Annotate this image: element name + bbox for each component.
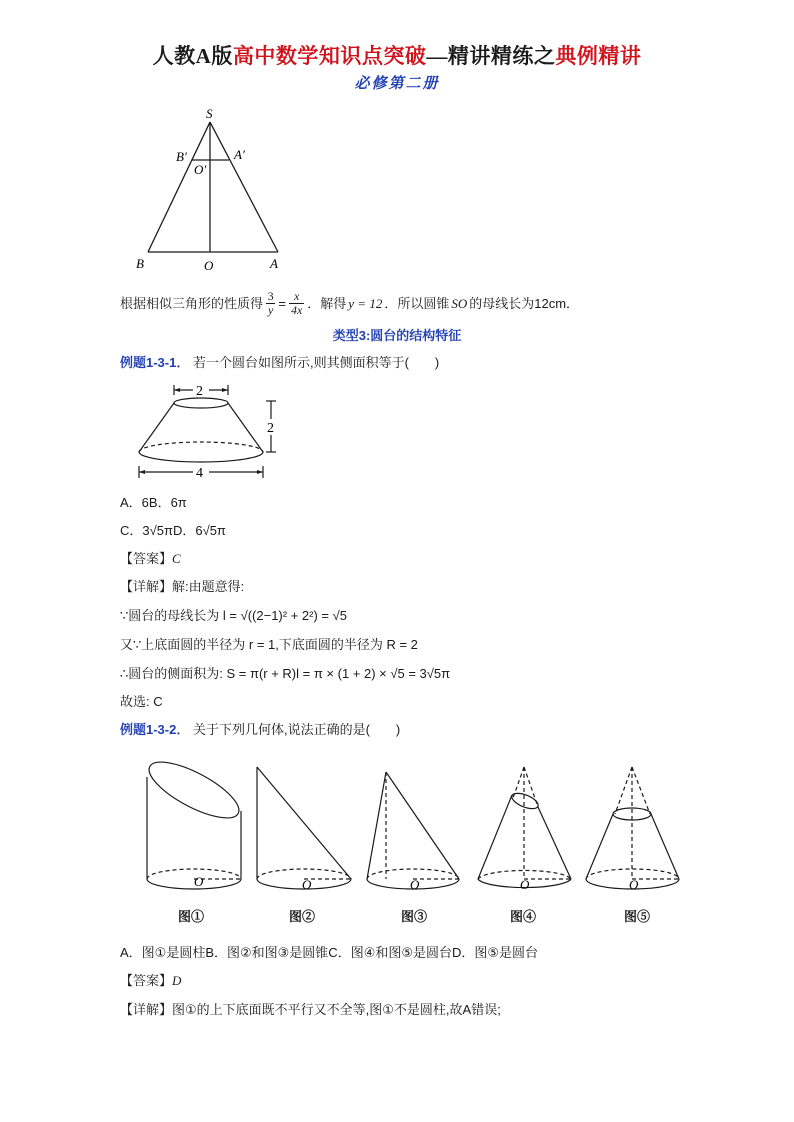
label-B-prime: B′ xyxy=(176,149,187,164)
dim-bottom-label: 4 xyxy=(196,466,203,481)
example-2-answer xyxy=(120,972,181,990)
frustum-figure xyxy=(130,380,290,486)
caption-figure-1: 图① xyxy=(178,909,205,924)
dim-arrow xyxy=(139,470,145,474)
label-B: B xyxy=(136,256,144,271)
example-1-text: 若一个圆台如图所示,则其侧面积等于( ) xyxy=(192,355,440,370)
example-2-question xyxy=(120,721,400,739)
title-highlight-1: 高中数学知识点突破 xyxy=(232,44,427,68)
solid-3-center-label: O xyxy=(410,877,420,892)
similar-triangle-solution xyxy=(120,290,579,317)
example-2-options: A．图①是圆柱B．图②和图③是圆锥C．图④和图⑤是圆台D．图⑤是圆台 xyxy=(120,945,539,960)
solid-1-cut-cylinder xyxy=(142,755,246,889)
solid-5-frustum xyxy=(586,767,679,889)
dim-top-label: 2 xyxy=(196,384,203,399)
page-title xyxy=(0,40,794,70)
example-1-detail xyxy=(120,578,244,596)
dim-arrow xyxy=(174,388,180,392)
triangle-right-edge xyxy=(210,122,278,252)
caption-figure-2: 图② xyxy=(289,909,316,924)
fraction-x-over-4x xyxy=(289,290,304,317)
frustum-left-side xyxy=(139,403,174,452)
fraction-numerator: 3 xyxy=(267,289,274,303)
title-highlight-2: 典例精讲 xyxy=(555,44,642,68)
title-prefix: 人教A版 xyxy=(152,44,233,68)
solid-3-cone xyxy=(367,772,459,889)
example-1-option-ab: A．6B．6π xyxy=(120,495,187,510)
label-A: A xyxy=(270,256,278,271)
answer-label: 【答案】 xyxy=(120,551,173,566)
example-1-step-3: ∴圆台的侧面积为: S = π(r + R)l = π × (1 + 2) × √5 = 3√5π xyxy=(120,666,451,681)
fraction-denominator: 4x xyxy=(290,303,303,317)
solid-4-oblique-cut-cone xyxy=(478,767,571,888)
title-middle: —精讲精练之 xyxy=(426,44,556,68)
solution-math-y: y = 12 xyxy=(348,295,383,311)
fraction-numerator: x xyxy=(293,289,300,303)
answer-value: C xyxy=(172,551,181,566)
solid-4-center-label: O xyxy=(520,877,530,892)
label-O: O xyxy=(204,258,214,273)
answer-label: 【答案】 xyxy=(120,973,173,988)
solution-text-3: ．所以圆锥 xyxy=(384,295,450,311)
caption-figure-4: 图④ xyxy=(510,909,537,924)
solution-math-SO: SO xyxy=(451,295,468,311)
cone-cross-section-figure xyxy=(130,100,300,280)
label-S: S xyxy=(206,106,213,121)
dim-arrow xyxy=(222,388,228,392)
example-1-label: 例题1-3-1． xyxy=(120,355,190,370)
page-subtitle: 必修第二册 xyxy=(354,76,440,92)
section-heading: 类型3:圆台的结构特征 xyxy=(332,328,462,343)
caption-figure-5: 图⑤ xyxy=(624,909,651,924)
detail-intro: 解:由题意得: xyxy=(172,579,245,594)
answer-value: D xyxy=(172,973,182,988)
solution-text-2: ．解得 xyxy=(307,295,347,311)
example-2-text: 关于下列几何体,说法正确的是( ) xyxy=(192,722,401,737)
label-A-prime: A′ xyxy=(234,147,245,162)
solution-text-4: 的母线长为12cm． xyxy=(469,295,580,311)
example-1-answer xyxy=(120,550,181,568)
frustum-bottom-front-arc xyxy=(139,452,263,462)
fraction-3-over-y xyxy=(266,290,275,317)
solid-1-center-label: O xyxy=(194,874,204,889)
solids-figure-row xyxy=(130,755,700,900)
example-2-detail xyxy=(120,1001,501,1019)
detail-text: 图①的上下底面既不平行又不全等,图①不是圆柱,故A错误; xyxy=(172,1002,501,1017)
example-1-step-2: 又∵上底面圆的半径为 r = 1,下底面圆的半径为 R = 2 xyxy=(120,637,418,652)
frustum-bottom-back-arc xyxy=(139,442,263,452)
solid-2-center-label: O xyxy=(302,877,312,892)
equals-sign: = xyxy=(278,295,286,311)
dim-height-label: 2 xyxy=(267,421,274,436)
dim-arrow xyxy=(257,470,263,474)
solution-text-1: 根据相似三角形的性质得 xyxy=(120,295,264,311)
frustum-top-ellipse xyxy=(174,398,228,408)
caption-figure-3: 图③ xyxy=(401,909,428,924)
detail-label: 【详解】 xyxy=(120,1002,173,1017)
solid-5-center-label: O xyxy=(629,877,639,892)
triangle-left-edge xyxy=(148,122,210,252)
label-O-prime: O′ xyxy=(194,162,207,177)
example-1-choose: 故选: C xyxy=(120,694,163,709)
detail-label: 【详解】 xyxy=(120,579,173,594)
example-1-option-cd: C．3√5πD．6√5π xyxy=(120,523,226,538)
example-1-question xyxy=(120,354,439,372)
solid-2-cone xyxy=(257,767,351,889)
fraction-denominator: y xyxy=(268,303,274,317)
example-2-label: 例题1-3-2． xyxy=(120,722,190,737)
example-1-step-1: ∵圆台的母线长为 l = √((2−1)² + 2²) = √5 xyxy=(120,608,347,623)
